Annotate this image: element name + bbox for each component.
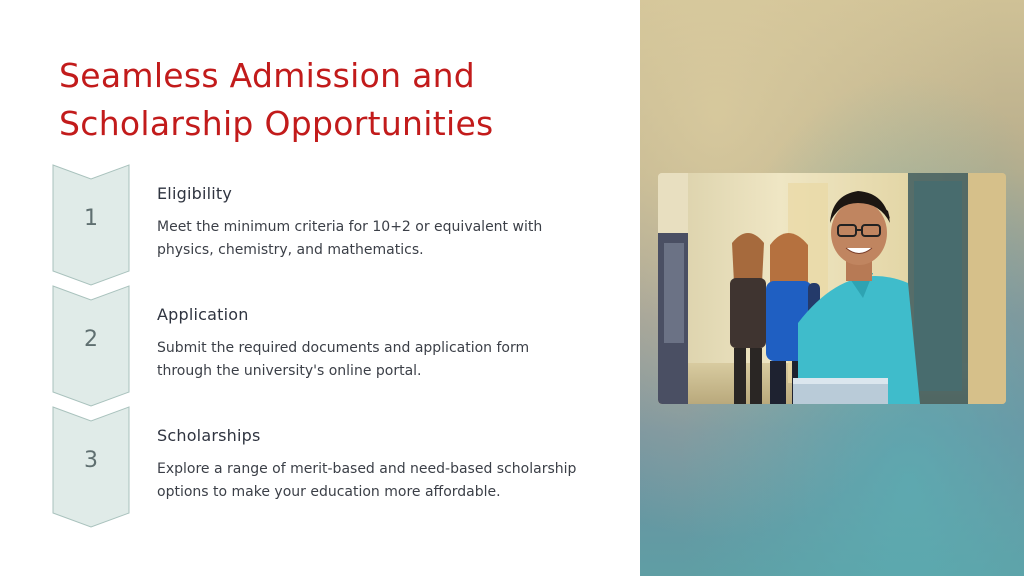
students-photo: [658, 173, 1006, 404]
slide-title: Seamless Admission and Scholarship Opportunities: [59, 56, 494, 143]
step-number: 2: [84, 327, 98, 352]
step-heading: Application: [157, 305, 249, 324]
step-description: Submit the required documents and application form through the university's online portal.: [157, 340, 530, 379]
step-scholarships: [52, 406, 592, 528]
step-heading: Scholarships: [157, 426, 261, 445]
step-number: 1: [84, 206, 98, 231]
step-description: Meet the minimum criteria for 10+2 or equivalent with physics, chemistry, and mathematics.: [157, 219, 543, 258]
step-number: 3: [84, 448, 98, 473]
students-photo-illustration: [658, 173, 1006, 404]
step-heading: Eligibility: [157, 184, 233, 203]
step-description: Explore a range of merit-based and need-based scholarship options to make your education more affordable.: [157, 461, 577, 500]
step-application: [52, 285, 592, 407]
step-eligibility: [52, 164, 592, 286]
